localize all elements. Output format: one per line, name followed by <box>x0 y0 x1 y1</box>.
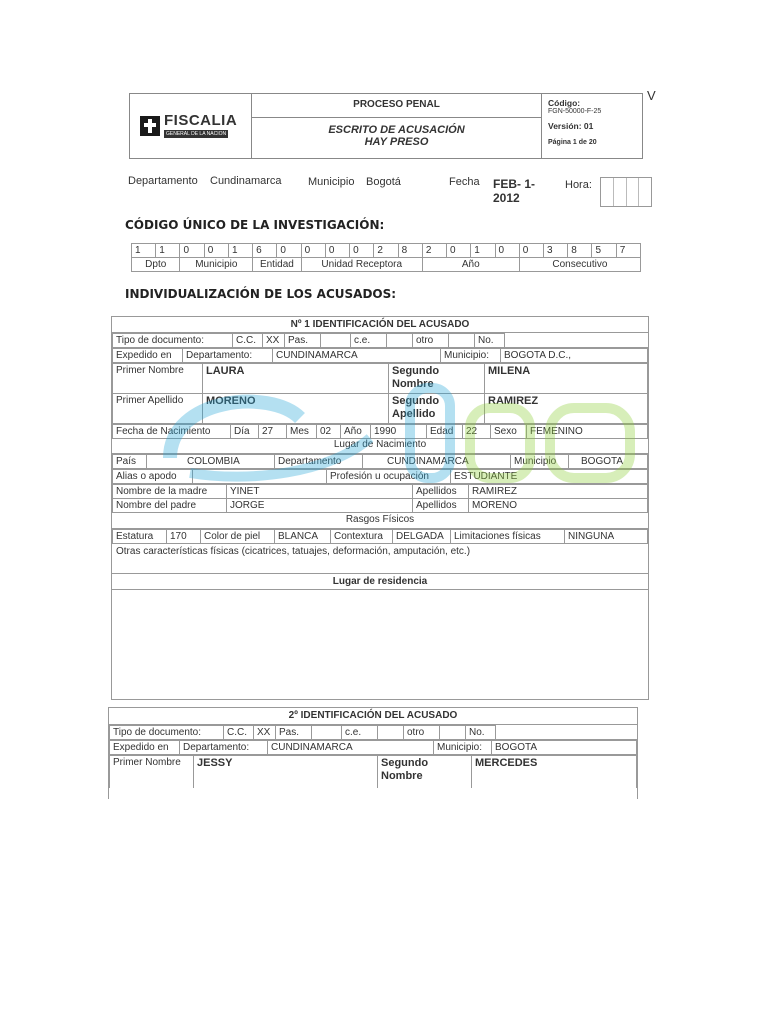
birth-label: Fecha de Nacimiento <box>113 425 231 439</box>
skin-label: Color de piel <box>201 530 275 544</box>
accused-2-first-name-value: JESSY <box>194 756 378 788</box>
page-label: Página 1 de 20 <box>548 139 597 146</box>
date-label: Fecha <box>449 176 480 188</box>
code-label-entidad: Entidad <box>253 258 301 272</box>
issued-table <box>112 348 648 363</box>
mother-label: Nombre de la madre <box>113 485 227 499</box>
limits-label: Limitaciones físicas <box>451 530 565 544</box>
accused-2-doc-table <box>109 725 637 740</box>
code-value: FGN-50000-F-25 <box>548 108 602 115</box>
date-value-line2: 2012 <box>493 191 520 205</box>
second-name-label-2: Nombre <box>392 378 434 390</box>
profession-label: Profesión u ocupación <box>327 470 451 484</box>
limits-value: NINGUNA <box>565 530 648 544</box>
code-digit: 0 <box>204 244 228 258</box>
accused-section-title: INDIVIDUALIZACIÓN DE LOS ACUSADOS: <box>125 287 397 301</box>
alias-table <box>112 469 648 484</box>
dept-label: Departamento <box>128 175 198 187</box>
code-digit: 5 <box>592 244 616 258</box>
build-label: Contextura <box>331 530 393 544</box>
accused-2-first-name-label: Primer Nombre <box>110 756 194 788</box>
birth-row <box>113 425 648 439</box>
doc-type-row <box>113 334 649 348</box>
version-label: Versión: 01 <box>548 121 594 131</box>
code-digit: 2 <box>374 244 398 258</box>
issued-dept-label: Departamento: <box>183 349 273 363</box>
accused-2-title: 2º IDENTIFICACIÓN DEL ACUSADO <box>109 708 637 725</box>
code-digit: 0 <box>301 244 325 258</box>
accused-2-second-name-label <box>378 756 472 788</box>
mother-surname-value: RAMIREZ <box>469 485 648 499</box>
age-value: 22 <box>463 425 491 439</box>
accused-2-doc-type-pas: Pas. <box>276 726 312 740</box>
birth-table <box>112 424 648 439</box>
accused-2-second-name-label-2: Nombre <box>381 770 423 782</box>
first-surname-row <box>113 394 648 424</box>
height-value: 170 <box>167 530 201 544</box>
accused-2-doc-type-ce: c.e. <box>342 726 378 740</box>
accused-2-doc-type-cc: C.C. <box>224 726 254 740</box>
doc-type-cc: C.C. <box>233 334 263 348</box>
accused-2-names-table <box>109 755 637 788</box>
code-digit: 0 <box>350 244 374 258</box>
code-digit: 8 <box>398 244 422 258</box>
accused-2-form <box>108 707 638 799</box>
doc-type-cc-mark: XX <box>263 334 285 348</box>
accused-2-first-name-row <box>110 756 637 788</box>
accused-2-doc-type-row <box>110 726 638 740</box>
accused-2-issued-label: Expedido en <box>110 741 180 755</box>
doc-type-ce: c.e. <box>351 334 387 348</box>
issued-mun-value: BOGOTA D.C., <box>501 349 648 363</box>
bp-dept-label: Departamento <box>275 455 363 469</box>
first-name-row <box>113 364 648 394</box>
doc-type-label: Tipo de documento: <box>113 334 233 348</box>
second-surname-label-2: Apellido <box>392 408 436 420</box>
code-digit: 1 <box>228 244 252 258</box>
skin-value: BLANCA <box>275 530 331 544</box>
code-digits-row <box>132 244 641 258</box>
alias-label: Alias o apodo <box>113 470 193 484</box>
code-label-ano: Año <box>422 258 519 272</box>
height-label: Estatura <box>113 530 167 544</box>
bp-mun-label: Municipio <box>511 455 569 469</box>
birthplace-title: Lugar de Nacimiento <box>112 439 648 454</box>
code-labels-row <box>132 258 641 272</box>
father-row <box>113 499 648 513</box>
second-name-label <box>389 364 485 394</box>
code-digit: 0 <box>325 244 349 258</box>
issued-mun-label: Municipio: <box>441 349 501 363</box>
profession-value: ESTUDIANTE <box>451 470 648 484</box>
second-name-label-1: Segundo <box>392 365 440 377</box>
investigation-code-table <box>131 243 641 272</box>
sex-label: Sexo <box>491 425 527 439</box>
process-title: PROCESO PENAL <box>353 99 440 110</box>
dept-value: Cundinamarca <box>210 175 282 187</box>
accused-1-form <box>111 316 649 700</box>
fiscalia-logo-icon <box>140 116 160 136</box>
hour-boxes <box>600 177 652 207</box>
mother-row <box>113 485 648 499</box>
accused-2-issued-row <box>110 741 637 755</box>
code-digit: 8 <box>568 244 592 258</box>
accused-2-issued-mun-label: Municipio: <box>434 741 492 755</box>
code-digit: 0 <box>277 244 301 258</box>
second-surname-label-1: Segundo <box>392 395 440 407</box>
birth-month-label: Mes <box>287 425 317 439</box>
hour-label: Hora: <box>565 179 592 191</box>
build-value: DELGADA <box>393 530 451 544</box>
doc-title-cell <box>252 118 542 158</box>
country-value: COLOMBIA <box>147 455 275 469</box>
code-label-consecutivo: Consecutivo <box>519 258 640 272</box>
code-label-unidad: Unidad Receptora <box>301 258 422 272</box>
birthplace-row <box>113 455 648 469</box>
code-digit: 1 <box>132 244 156 258</box>
birth-day-value: 27 <box>259 425 287 439</box>
mother-surname-label: Apellidos <box>413 485 469 499</box>
accused-2-issued-mun-value: BOGOTA <box>492 741 637 755</box>
birth-year-value: 1990 <box>371 425 427 439</box>
first-surname-value: MORENO <box>203 394 389 424</box>
code-digit: 0 <box>519 244 543 258</box>
accused-2-doc-type-cc-mark: XX <box>254 726 276 740</box>
code-digit: 1 <box>471 244 495 258</box>
age-label: Edad <box>427 425 463 439</box>
code-label-municipio: Municipio <box>180 258 253 272</box>
code-digit: 0 <box>447 244 471 258</box>
accused-2-second-name-value: MERCEDES <box>472 756 637 788</box>
physical-row <box>113 530 648 544</box>
code-digit: 2 <box>422 244 446 258</box>
logo-cell <box>130 94 252 158</box>
doc-type-pas: Pas. <box>285 334 321 348</box>
process-cell <box>252 94 542 118</box>
doc-type-no: No. <box>475 334 505 348</box>
accused-2-doc-type-no: No. <box>466 726 496 740</box>
code-digit: 6 <box>253 244 277 258</box>
country-label: País <box>113 455 147 469</box>
other-features: Otras características físicas (cicatrices, tatuajes, deformación, amputación, etc.) <box>112 544 648 574</box>
investigation-title: CÓDIGO ÚNICO DE LA INVESTIGACIÓN: <box>125 218 385 232</box>
parents-table <box>112 484 648 513</box>
alias-row <box>113 470 648 484</box>
birth-month-value: 02 <box>317 425 341 439</box>
mother-value: YINET <box>227 485 413 499</box>
logo-subtitle: GENERAL DE LA NACION <box>166 131 227 137</box>
logo-text: FISCALIA <box>164 112 238 129</box>
issued-label: Expedido en <box>113 349 183 363</box>
father-value: JORGE <box>227 499 413 513</box>
sex-value: FEMENINO <box>527 425 648 439</box>
code-label-dpto: Dpto <box>132 258 180 272</box>
code-cell <box>548 98 640 146</box>
code-digit: 0 <box>180 244 204 258</box>
document-header <box>129 93 643 159</box>
father-surname-label: Apellidos <box>413 499 469 513</box>
corner-mark: V <box>647 88 656 103</box>
second-surname-value: RAMIREZ <box>485 394 648 424</box>
accused-2-issued-dept-label: Departamento: <box>180 741 268 755</box>
accused-1-table <box>112 333 648 348</box>
accused-2-issued-dept-value: CUNDINAMARCA <box>268 741 434 755</box>
code-digit: 1 <box>156 244 180 258</box>
father-surname-value: MORENO <box>469 499 648 513</box>
date-value-line1: FEB- 1- <box>493 177 535 191</box>
birth-year-label: Año <box>341 425 371 439</box>
issued-dept-value: CUNDINAMARCA <box>273 349 441 363</box>
physical-table <box>112 529 648 544</box>
issued-row <box>113 349 648 363</box>
code-label: Código: <box>548 98 581 108</box>
father-label: Nombre del padre <box>113 499 227 513</box>
accused-2-doc-type-otro: otro <box>404 726 440 740</box>
mun-value: Bogotá <box>366 176 401 188</box>
mun-label: Municipio <box>308 176 355 188</box>
accused-2-doc-type-label: Tipo de documento: <box>110 726 224 740</box>
first-name-value: LAURA <box>203 364 389 394</box>
bp-dept-value: CUNDINAMARCA <box>363 455 511 469</box>
residence-title: Lugar de residencia <box>112 574 648 590</box>
birthplace-table <box>112 454 648 469</box>
code-digit: 7 <box>616 244 640 258</box>
birth-day-label: Día <box>231 425 259 439</box>
accused-2-issued-table <box>109 740 637 755</box>
second-surname-label <box>389 394 485 424</box>
code-digit: 0 <box>495 244 519 258</box>
second-name-value: MILENA <box>485 364 648 394</box>
first-surname-label: Primer Apellido <box>113 394 203 424</box>
accused-2-second-name-label-1: Segundo <box>381 757 429 769</box>
bp-mun-value: BOGOTA <box>569 455 648 469</box>
physical-title: Rasgos Físicos <box>112 513 648 529</box>
doc-type-otro: otro <box>413 334 449 348</box>
accused-1-title: Nº 1 IDENTIFICACIÓN DEL ACUSADO <box>112 317 648 333</box>
first-name-label: Primer Nombre <box>113 364 203 394</box>
names-table <box>112 363 648 424</box>
doc-title-line1: ESCRITO DE ACUSACIÓN <box>328 124 465 136</box>
code-digit: 3 <box>543 244 567 258</box>
doc-title-line2: HAY PRESO <box>364 136 429 148</box>
